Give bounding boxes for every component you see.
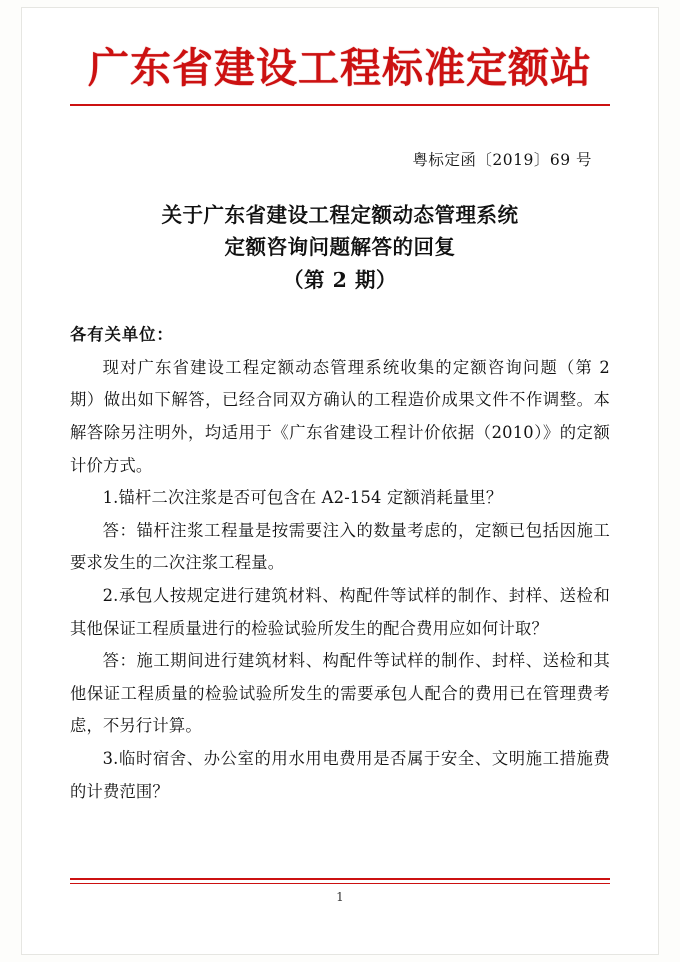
footer-divider-thick (70, 878, 610, 880)
footer-divider-thin (70, 883, 610, 884)
organization-masthead: 广东省建设工程标准定额站 (88, 44, 592, 92)
document-number: 粤标定函〔2019〕69 号 (412, 150, 592, 169)
answer-1: 答：锚杆注浆工程量是按需要注入的数量考虑的，定额已包括因施工要求发生的二次注浆工程量。 (70, 520, 610, 573)
page-number: 1 (336, 890, 344, 904)
document-title (70, 200, 610, 297)
document-content (70, 46, 610, 808)
question-3: 3.临时宿舍、办公室的用水用电费用是否属于安全、文明施工措施费的计费范围？ (70, 748, 610, 801)
question-1: 1.锚杆二次注浆是否可包含在 A2-154 定额消耗量里？ (102, 488, 503, 508)
answer-2: 答：施工期间进行建筑材料、构配件等试样的制作、封样、送检和其他保证工程质量的检验试验所发生的需要承包人配合的费用已在管理费考虑，不另行计算。 (70, 651, 610, 736)
title-line-1: 关于广东省建设工程定额动态管理系统 (161, 202, 519, 227)
question-2: 2.承包人按规定进行建筑材料、构配件等试样的制作、封样、送检和其他保证工程质量进行的检验试验所发生的配合费用应如何计取？ (70, 585, 610, 638)
salutation: 各有关单位： (70, 325, 174, 345)
paragraph-intro: 现对广东省建设工程定额动态管理系统收集的定额咨询问题（第 2 期）做出如下解答，已经合同双方确认的工程造价成果文件不作调整。本解答除另注明外，均适用于《广东省建设工程计价依据（2010）》的定额计价方式。 (70, 357, 610, 475)
masthead-divider (70, 104, 610, 106)
title-line-2: 定额咨询问题解答的回复 (224, 234, 456, 259)
document-body (70, 319, 610, 808)
title-issue-number: （第 2 期） (282, 268, 398, 293)
